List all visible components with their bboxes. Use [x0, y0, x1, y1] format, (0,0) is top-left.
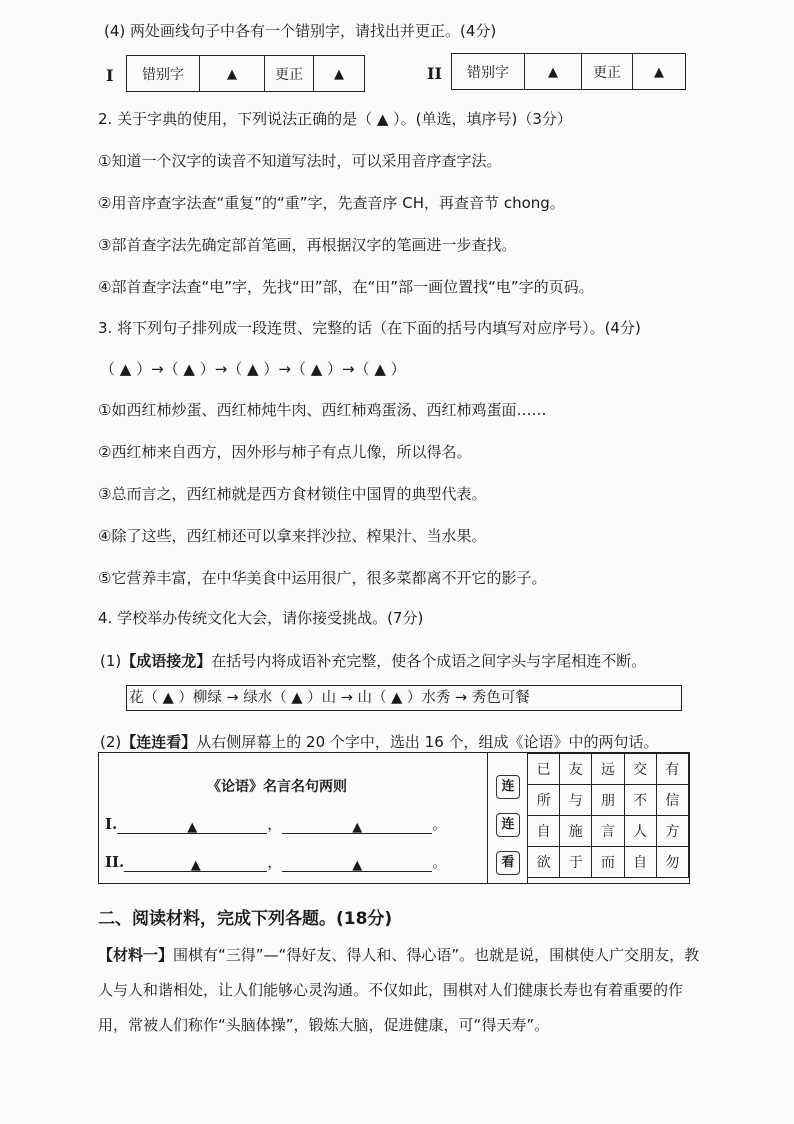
material1-text: 围棋有“三得”—“得好友、得人和、得心语”。也就是说，围棋使人广交朋友，教人与人和谐相处，让人们能够心灵沟通。不仅如此，围棋对人们健康长寿也有着重要的作用，常被人们称作“头脑体操”，锻炼大脑，促进健康，可“得天寿”。: [98, 946, 700, 1034]
part2-text: 从右侧屏幕上的 20 个字中，选出 16 个，组成《论语》中的两句话。: [196, 733, 659, 751]
character-grid: [527, 753, 689, 878]
grid-char[interactable]: 有: [656, 754, 688, 785]
grid-char[interactable]: 欲: [528, 847, 560, 878]
grid-char[interactable]: 人: [624, 816, 656, 847]
section2-heading: 二、阅读材料，完成下列各题。(18分): [98, 909, 393, 929]
answer-marker: ▲: [334, 66, 344, 82]
answer-marker: ▲: [654, 64, 664, 80]
answer-line-1[interactable]: [105, 813, 447, 834]
q3-sentence-5: ⑤它营养丰富，在中华美食中运用很广，很多菜都离不开它的影子。: [98, 569, 547, 587]
answer-marker: ▲: [227, 66, 237, 82]
box1-label-fix: 更正: [265, 56, 314, 92]
answer-marker: ▲: [352, 820, 363, 835]
part1-number: (1): [100, 652, 122, 670]
box2-roman: II: [427, 64, 442, 83]
box1-roman: I: [106, 66, 114, 85]
period: 。: [432, 815, 448, 833]
answer-marker: ▲: [352, 858, 363, 873]
comma: ，: [267, 853, 283, 871]
grid-char[interactable]: 友: [560, 754, 592, 785]
box2-label-fix: 更正: [582, 54, 633, 90]
q4-stem: 4. 学校举办传统文化大会，请你接受挑战。(7分): [98, 609, 424, 627]
answer-area: [99, 753, 488, 883]
grid-char[interactable]: 勿: [656, 847, 688, 878]
side-label: [489, 753, 528, 883]
side-char-1: 连: [496, 775, 520, 799]
grid-char[interactable]: 信: [656, 785, 688, 816]
period: 。: [432, 853, 448, 871]
q4-part1: [100, 650, 646, 671]
link-panel: [98, 752, 690, 884]
grid-char[interactable]: 交: [624, 754, 656, 785]
material1-title: 【材料一】: [98, 946, 174, 964]
grid-char[interactable]: 所: [528, 785, 560, 816]
grid-char[interactable]: 于: [560, 847, 592, 878]
answer-line-2[interactable]: [105, 851, 447, 872]
answer-marker: ▲: [187, 820, 198, 835]
box2-answer-fix[interactable]: [633, 54, 686, 90]
q3-order-line[interactable]: （ ▲ ）→（ ▲ ）→（ ▲ ）→（ ▲ ）→（ ▲ ）: [100, 360, 406, 378]
grid-char[interactable]: 不: [624, 785, 656, 816]
grid-char[interactable]: 自: [624, 847, 656, 878]
box1-answer-wrong[interactable]: [200, 56, 265, 92]
grid-char[interactable]: 言: [592, 816, 624, 847]
comma: ，: [267, 815, 283, 833]
box2-label-wrong: 错别字: [452, 54, 525, 90]
part2-number: (2): [100, 733, 122, 751]
grid-char[interactable]: 而: [592, 847, 624, 878]
part2-title: 【连连看】: [121, 733, 197, 751]
q2-option-3: ③部首查字法先确定部首笔画，再根据汉字的笔画进一步查找。: [98, 236, 517, 254]
grid-char[interactable]: 自: [528, 816, 560, 847]
grid-char[interactable]: 朋: [592, 785, 624, 816]
q2-stem: 2. 关于字典的使用，下列说法正确的是（ ▲ ）。(单选，填序号)（3分）: [98, 110, 572, 128]
box1-answer-fix[interactable]: [314, 56, 365, 92]
q4-part2: [100, 731, 659, 752]
q2-option-1: ①知道一个汉字的读音不知道写法时，可以采用音序查字法。: [98, 152, 502, 170]
side-char-3: 看: [496, 851, 520, 875]
q3-sentence-1: ①如西红柿炒蛋、西红柿炖牛肉、西红柿鸡蛋汤、西红柿鸡蛋面……: [98, 401, 547, 419]
box2-answer-wrong[interactable]: [525, 54, 582, 90]
q3-sentence-3: ③总而言之，西红柿就是西方食材锁住中国胃的典型代表。: [98, 485, 487, 503]
grid-char[interactable]: 方: [656, 816, 688, 847]
q3-sentence-2: ②西红柿来自西方，因外形与柿子有点儿像，所以得名。: [98, 443, 472, 461]
q3-stem: 3. 将下列句子排列成一段连贯、完整的话（在下面的括号内填写对应序号）。(4分): [98, 319, 641, 337]
error-box-1: [126, 55, 365, 92]
q4-part4-instruction: (4) 两处画线句子中各有一个错别字，请找出并更正。(4分): [104, 22, 497, 40]
side-char-2: 连: [496, 813, 520, 837]
answer-marker: ▲: [548, 64, 558, 80]
q2-option-4: ④部首查字法查“电”字，先找“田”部，在“田”部一画位置找“电”字的页码。: [98, 278, 594, 296]
grid-char[interactable]: 施: [560, 816, 592, 847]
q3-sentence-4: ④除了这些，西红柿还可以拿来拌沙拉、榨果汁、当水果。: [98, 527, 487, 545]
q2-option-2: ②用音序查字法查“重复”的“重”字，先查音序 CH，再查音节 chong。: [98, 194, 565, 212]
grid-char[interactable]: 远: [592, 754, 624, 785]
grid-char[interactable]: 已: [528, 754, 560, 785]
answer-marker: ▲: [190, 858, 201, 873]
idiom-chain[interactable]: 花（ ▲ ）柳绿 → 绿水（ ▲ ）山 → 山（ ▲ ）水秀 → 秀色可餐: [126, 685, 682, 711]
panel-title: 《论语》名言名句两则: [207, 779, 347, 795]
error-box-2: [451, 53, 686, 90]
box1-label-wrong: 错别字: [127, 56, 200, 92]
line1-label: I.: [105, 815, 118, 833]
material1-paragraph: [98, 938, 712, 1043]
part1-text: 在括号内将成语补充完整，使各个成语之间字头与字尾相连不断。: [211, 652, 647, 670]
line2-label: II.: [105, 853, 125, 871]
grid-char[interactable]: 与: [560, 785, 592, 816]
part1-title: 【成语接龙】: [121, 652, 212, 670]
